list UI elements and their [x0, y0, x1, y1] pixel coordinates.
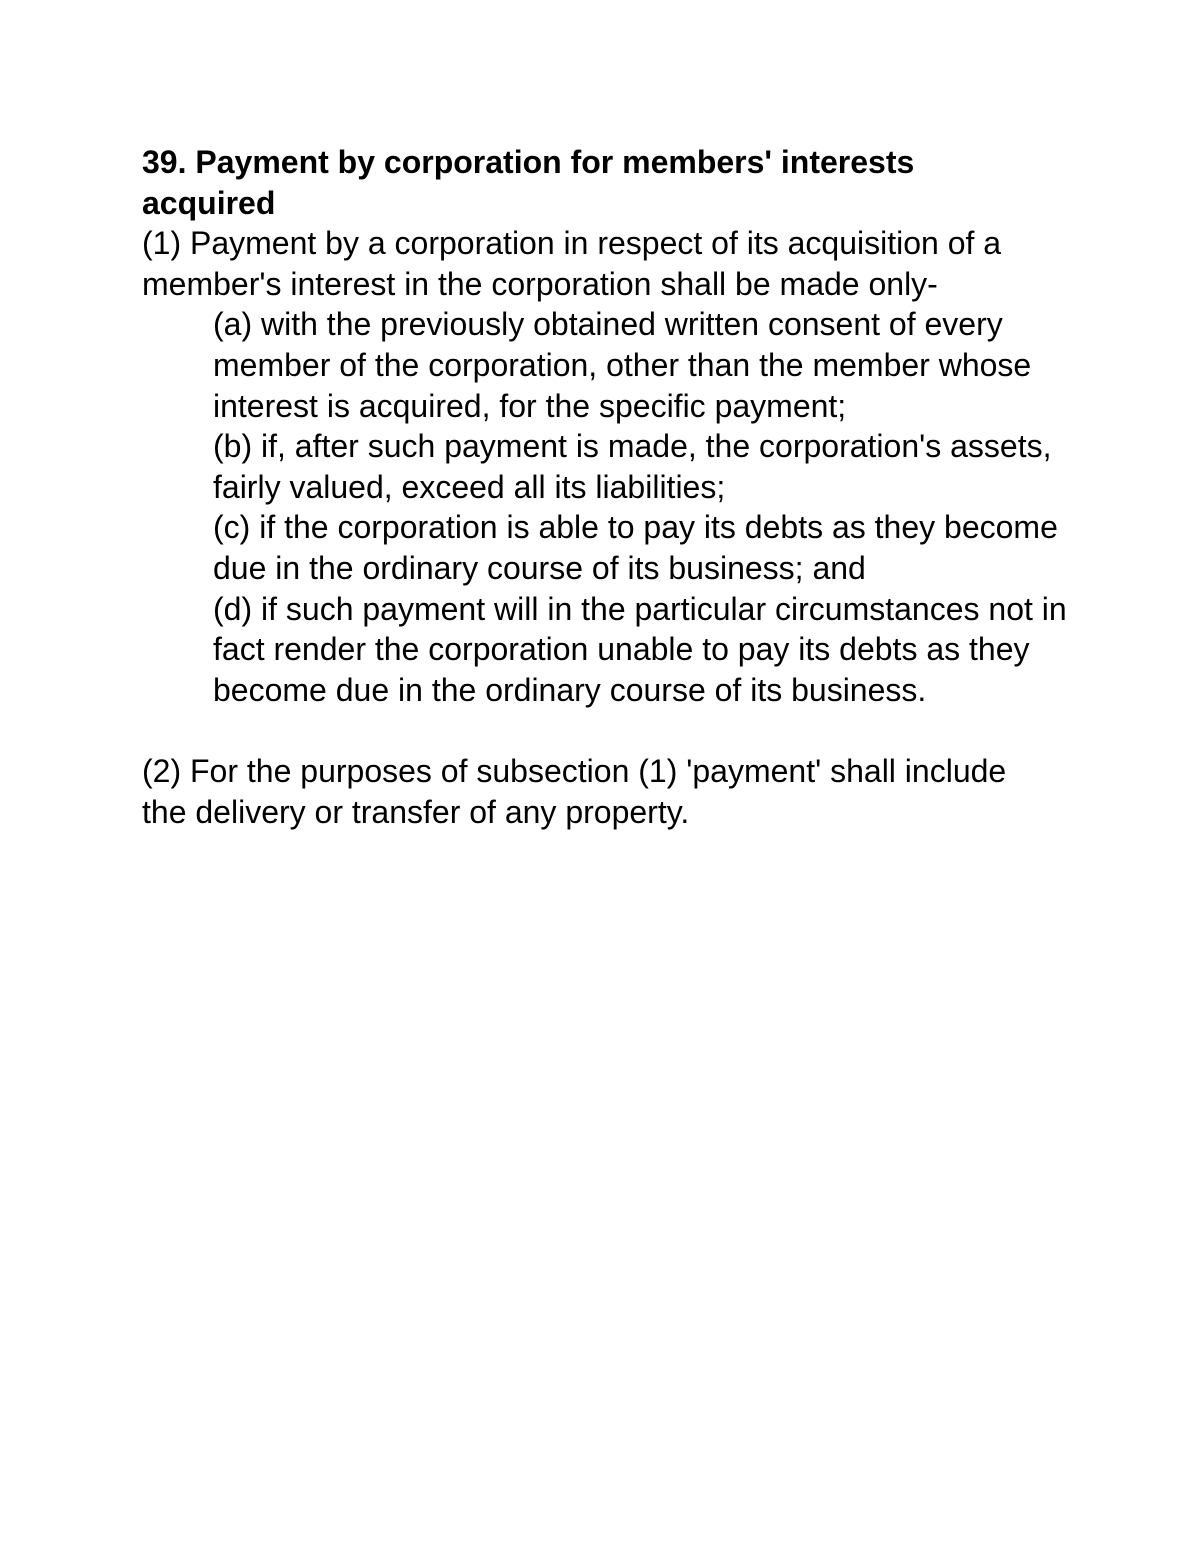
subsection-1-item-c: (c) if the corporation is able to pay its debts as they become due in the ordinary course of its business; and [213, 509, 1058, 586]
subsection-2: (2) For the purposes of subsection (1) 'payment' shall include the delivery or transfer of any property. [142, 752, 1007, 830]
subsection-1-item-d: (d) if such payment will in the particular circumstances not in fact render the corporation unable to pay its debts as they become due in the ordinary course of its business. [213, 590, 1067, 708]
section-39 [142, 142, 1082, 832]
section-heading: 39. Payment by corporation for members' interests acquired [142, 144, 915, 221]
subsection-1-item-b: (b) if, after such payment is made, the corporation's assets, fairly valued, exceed all its liabilities; [213, 428, 1052, 505]
subsection-1-item-a: (a) with the previously obtained written consent of every member of the corporation, other than the member whose interest is acquired, for the specific payment; [213, 306, 1032, 424]
subsection-1-lead: (1) Payment by a corporation in respect of its acquisition of a member's interest in the corporation shall be made only- [142, 225, 1002, 302]
paragraph-spacer [142, 710, 1082, 751]
